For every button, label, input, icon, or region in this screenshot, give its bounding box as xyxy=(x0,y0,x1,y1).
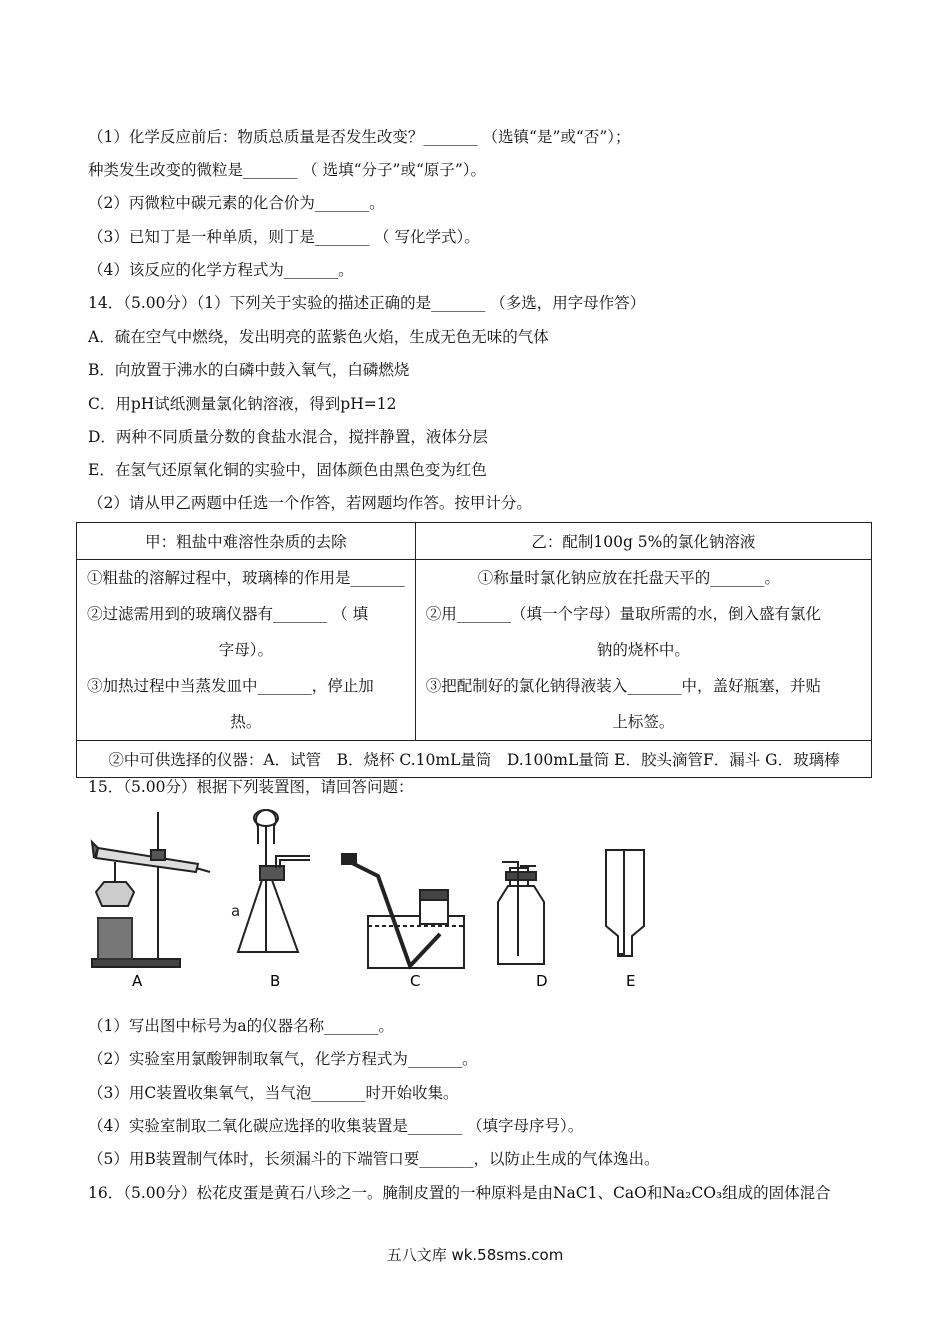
q15-part2: （2）实验室用氯酸钾制取氧气，化学方程式为_______。 xyxy=(88,1050,478,1068)
q15-part4: （4）实验室制取二氧化碳应选择的收集装置是_______ （填字母序号）。 xyxy=(88,1117,584,1135)
table-left-cell xyxy=(77,560,416,741)
q14-option-c: C．用pH试纸测量氯化钠溶液，得到pH=12 xyxy=(88,395,397,413)
table-body-row xyxy=(77,560,872,741)
figure-label-e: E xyxy=(626,972,636,990)
q14-option-a: A．硫在空气中燃绕，发出明亮的蓝紫色火焰，生成无色无味的气体 xyxy=(88,328,549,346)
apparatus-c xyxy=(342,854,464,968)
q15-stem: 15．（5.00分）根据下列装置图，请回答问题： xyxy=(88,778,414,796)
figure-label-c: C xyxy=(410,972,421,990)
footer-watermark: 五八文库 wk.58sms.com xyxy=(386,1246,564,1264)
q14-part2: （2）请从甲乙两题中任选一个作答，若网题均作答。按甲计分。 xyxy=(88,494,532,512)
q14-option-b: B．向放置于沸水的白磷中鼓入氧气，白磷燃烧 xyxy=(88,361,410,379)
left-item-2: ②过滤需用到的玻璃仪器有_______ （ 填 xyxy=(87,605,369,623)
q15-part5: （5）用B装置制气体时，长须漏斗的下端管口要_______，以防止生成的气体逸出。 xyxy=(88,1150,660,1168)
figure-label-a: A xyxy=(132,972,143,990)
table-options-row xyxy=(77,741,872,778)
label-a: a xyxy=(231,902,241,920)
table-head-right: 乙：配制100g 5%的氯化钠溶液 xyxy=(415,523,871,560)
q15-part1: （1）写出图中标号为a的仪器名称_______。 xyxy=(88,1017,394,1035)
q13-part1-line1: （1）化学反应前后：物质总质量是否发生改变？_______ （选镇“是”或“否”）； xyxy=(88,128,631,146)
q13-part3: （3）已知丁是一种单质，则丁是_______ （ 写化学式）。 xyxy=(88,228,480,246)
q16-stem: 16．（5.00分）松花皮蛋是黄石八珍之一。腌制皮置的一种原料是由NaC1、CaO和Na₂CO₃组成的固体混合 xyxy=(88,1184,831,1202)
apparatus-d xyxy=(498,862,544,964)
apparatus-e xyxy=(606,850,644,956)
q14-choice-table xyxy=(76,522,872,778)
q13-part2: （2）丙微粒中碳元素的化合价为_______。 xyxy=(88,194,385,212)
q15-part3: （3）用C装置收集氧气，当气泡_______时开始收集。 xyxy=(88,1084,459,1102)
right-item-2: ②用_______（填一个字母）量取所需的水，倒入盛有氯化 xyxy=(425,605,822,623)
apparatus-figure xyxy=(88,806,688,996)
right-item-1: ①称量时氯化钠应放在托盘天平的_______。 xyxy=(477,569,781,587)
q14-stem: 14．（5.00分）（1）下列关于实验的描述正确的是_______ （多选，用字母作答） xyxy=(88,294,646,312)
table-options: ②中可供选择的仪器：A．试管 B．烧杯 C.10mL量筒 D.100mL量筒 E．胶头滴管F．漏斗 G．玻璃棒 xyxy=(77,741,872,778)
right-item-3: ③把配制好的氯化钠得液装入_______中，盖好瓶塞，并贴 xyxy=(425,677,822,695)
figure-label-d: D xyxy=(536,972,548,990)
left-item-1: ①粗盐的溶解过程中，玻璃棒的作用是_______ xyxy=(87,569,405,587)
apparatus-b xyxy=(231,810,310,952)
apparatus-a xyxy=(92,812,210,967)
right-item-2-cont: 钠的烧杯中。 xyxy=(596,641,690,659)
left-item-2-cont: 字母）。 xyxy=(218,641,274,659)
q13-part4: （4）该反应的化学方程式为_______。 xyxy=(88,261,354,279)
table-head-left: 甲：粗盐中难溶性杂质的去除 xyxy=(77,523,416,560)
left-item-3: ③加热过程中当蒸发皿中_______，停止加 xyxy=(87,677,374,695)
q13-part1-line2: 种类发生改变的微粒是_______ （ 选填“分子”或“原子”）。 xyxy=(88,161,487,179)
left-item-3-cont: 热。 xyxy=(230,713,262,731)
table-header-row xyxy=(77,523,872,560)
q14-option-d: D．两种不同质量分数的食盐水混合，搅拌静置，液体分层 xyxy=(88,428,488,446)
table-right-cell xyxy=(415,560,871,741)
right-item-3-cont: 上标签。 xyxy=(612,713,675,731)
figure-label-b: B xyxy=(270,972,281,990)
q14-option-e: E．在氢气还原氧化铜的实验中，固体颜色由黑色变为红色 xyxy=(88,461,487,479)
